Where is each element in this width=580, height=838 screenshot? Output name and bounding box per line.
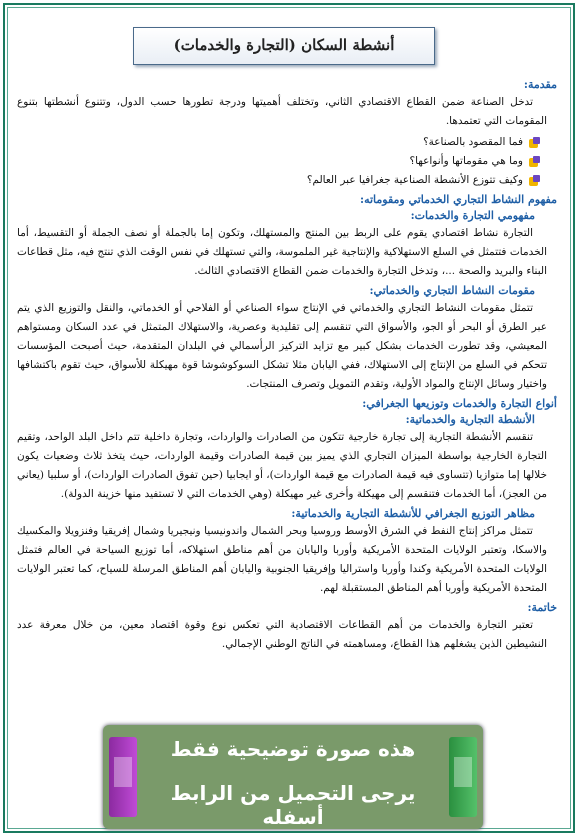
banner-line-1: هذه صورة توضيحية فقط bbox=[170, 737, 416, 761]
factors-subheading: مقومات النشاط التجاري والخدماتي: bbox=[369, 284, 535, 297]
question-item bbox=[17, 171, 541, 190]
question-item bbox=[17, 133, 541, 152]
book-icon bbox=[449, 737, 477, 817]
concept-paragraph: التجارة نشاط اقتصادي يقوم على الربط بين المنتج والمستهلك، وتكون إما بالجملة أو نصف الجملة أو التقسيط، أما الخدمات فتتمثل في السلع الاستهلاكية والإنتاجية غير الملموسة، والتي تستهلك في نفس الوقت الذي تنتج فيه، مثل قطاعات البناء والبريد والصحة ...، وتدخل التجارة والخدمات ضمن القطاع الاقتصادي الثالث. bbox=[17, 227, 547, 277]
types-paragraph: تنقسم الأنشطة التجارية إلى تجارة خارجية تتكون من الصادرات والواردات، وتجارة داخلية تتم داخل البلد الواحد، وتقيم التجارة الخارجية بواسطة الميزان التجاري الذي يميز بين قيمة الصادرات وقيمة الواردات، حيث يتخذ ثلاث وضعيات يكون خلالها إما متوازيا (تتساوى فيه قيمة الصادرات مع قيمة الواردات)، أو ايجابيا (حين تفوق الصادرات الواردات)، أو سلبيا (يعاني من العجز)، أما الخدمات فتنقسم إلى مهيكلة وأخرى غير مهيكلة (وهي الخدمات التي لا تستفيد منها خزينة الدولة). bbox=[17, 431, 547, 500]
conclusion-heading: خاتمة: bbox=[527, 601, 557, 614]
bullet-icon bbox=[529, 175, 541, 187]
types-heading: أنواع التجارة والخدمات وتوزيعها الجغرافي: bbox=[362, 397, 557, 410]
bullet-icon bbox=[529, 137, 541, 149]
page-frame bbox=[3, 3, 575, 833]
question-item bbox=[17, 152, 541, 171]
geo-subheading: مظاهر التوزيع الجغرافي للأنشطة التجارية والخدماتية: bbox=[291, 507, 535, 520]
conclusion-paragraph: تعتبر التجارة والخدمات من أهم القطاعات الاقتصادية التي تعكس نوع وقوة اقتصاد معين، من خلال معرفة عدد النشيطين الذين يشغلهم هذا القطاع، ومساهمته في الناتج الوطني الإجمالي. bbox=[17, 619, 547, 650]
question-text: فما المقصود بالصناعة؟ bbox=[423, 136, 523, 148]
concept-heading: مفهوم النشاط التجاري الخدماتي ومقوماته: bbox=[360, 193, 557, 206]
factors-paragraph: تتمثل مقومات النشاط التجاري والخدماتي في الإنتاج سواء الصناعي أو الفلاحي أو الخدماتي، والنقل والتوزيع الذي يتم عبر الطرق أو البحر أو الجو، والأسواق التي تنقسم إلى تقليدية وعصرية، والاستهلاك المتمثل في عدد السكان ومستواهم المعيشي، وقد تطورت الخدمات بشكل كبير مع تزايد التركيز الرأسمالي في البلدان المتقدمة، حيث أصبحت المؤسسات تتحكم في السلع من الإنتاج إلى الاستهلاك، ففي اليابان مثلا تشكل السوكوشوشا قوة مهيكلة للأسواق، حيث تقوم باكتشافها واختيار وسائل الإنتاج والمواد الأولية، وتقدم التمويل وتصرف المنتجات. bbox=[17, 302, 547, 390]
lesson-content bbox=[17, 75, 557, 656]
question-text: وما هي مقوماتها وأنواعها؟ bbox=[409, 155, 523, 167]
types-subheading: الأنشطة التجارية والخدماتية: bbox=[405, 413, 535, 426]
question-text: وكيف تتوزع الأنشطة الصناعية جغرافيا عبر العالم؟ bbox=[306, 174, 523, 186]
concept-subheading: مفهومي التجارة والخدمات: bbox=[410, 209, 535, 222]
banner-line-2: يرجى التحميل من الرابط أسفله bbox=[170, 781, 416, 829]
intro-paragraph: تدخل الصناعة ضمن القطاع الاقتصادي الثاني، وتختلف أهميتها ودرجة تطورها حسب الدول، وتتنوع أنشطتها بتنوع المقومات التي تعتمدها. bbox=[17, 96, 547, 127]
page-title: أنشطة السكان (التجارة والخدمات) bbox=[133, 27, 435, 65]
watermark-banner bbox=[103, 725, 483, 829]
geo-paragraph: تتمثل مراكز إنتاج النفط في الشرق الأوسط وروسيا وبحر الشمال واندونيسيا ونيجيريا وشمال إفريقيا وفنزويلا والمكسيك والاسكا، وتعتبر الولايات المتحدة الأمريكية وأوربا واليابان من أهم مناطق استهلاكه، أما توزيع السياحة في العالم فتمثل الولايات المتحدة الأمريكية وكندا وأوربا واستراليا وإفريقيا الجنوبية واليابان أهم المناطق المرسلة للسياح، كما تعتبر الولايات المتحدة الأمريكية وأوربا أهم المناطق المستقبلة لهم. bbox=[17, 525, 547, 594]
intro-heading: مقدمة: bbox=[523, 78, 557, 91]
bullet-icon bbox=[529, 156, 541, 168]
book-icon bbox=[109, 737, 137, 817]
